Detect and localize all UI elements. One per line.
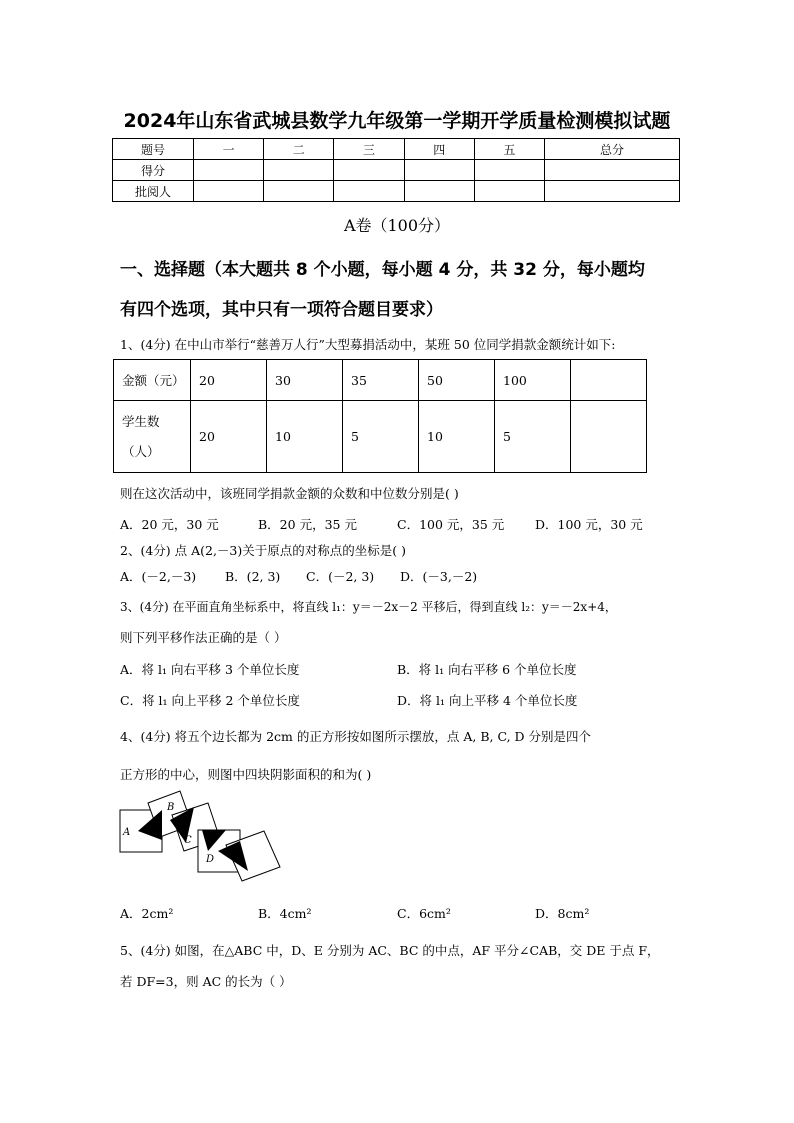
- score-input-cell[interactable]: [334, 181, 404, 202]
- score-table: [112, 138, 680, 202]
- score-input-cell[interactable]: [404, 160, 474, 181]
- option-b[interactable]: B．将 l₁ 向右平移 6 个单位长度: [397, 662, 577, 677]
- option-b[interactable]: B．(2, 3): [225, 569, 281, 584]
- q3-stem-2: 则下列平移作法正确的是（ ）: [120, 630, 287, 645]
- q5-stem-2: 若 DF=3，则 AC 的长为（ ）: [120, 974, 292, 989]
- table-cell: 一: [194, 139, 264, 160]
- option-b[interactable]: B．4cm²: [258, 906, 312, 921]
- q4-stem: 4、(4分) 将五个边长都为 2cm 的正方形按如图所示摆放，点 A, B, C, D 分别是四个: [120, 729, 592, 744]
- q1-question: 则在这次活动中，该班同学捐款金额的众数和中位数分别是( ): [120, 486, 459, 501]
- option-c[interactable]: C．将 l₁ 向上平移 2 个单位长度: [120, 693, 300, 708]
- score-input-cell[interactable]: [545, 181, 680, 202]
- option-b[interactable]: B．20 元，35 元: [258, 517, 357, 532]
- row-label-line: 学生数: [122, 413, 160, 429]
- option-a[interactable]: A．20 元，30 元: [120, 517, 219, 532]
- row-label-line: （人）: [122, 443, 160, 459]
- paper-section-label: A卷（100分）: [343, 216, 451, 235]
- section-heading-line1: 一、选择题（本大题共 8 个小题，每小题 4 分，共 32 分，每小题均: [120, 260, 645, 280]
- table-cell: 35: [343, 360, 419, 401]
- score-input-cell[interactable]: [474, 181, 544, 202]
- table-row: [113, 181, 680, 202]
- table-cell: 得分: [113, 160, 194, 181]
- option-d[interactable]: D．(－3,－2): [400, 569, 478, 584]
- table-row: [113, 160, 680, 181]
- table-cell: 金额（元）: [114, 360, 191, 401]
- option-a[interactable]: A．将 l₁ 向右平移 3 个单位长度: [120, 662, 300, 677]
- table-cell: 20: [191, 401, 267, 473]
- table-cell: 5: [343, 401, 419, 473]
- exam-title: 2024年山东省武城县数学九年级第一学期开学质量检测模拟试题: [123, 110, 671, 132]
- table-cell: 50: [419, 360, 495, 401]
- q3-stem: 3、(4分) 在平面直角坐标系中，将直线 l₁：y＝－2x－2 平移后，得到直线 l₂：y＝－2x+4，: [120, 600, 617, 614]
- table-cell: 题号: [113, 139, 194, 160]
- q5-stem: 5、(4分) 如图，在△ABC 中，D、E 分别为 AC、BC 的中点，AF 平分∠CAB，交 DE 于点 F，: [120, 943, 660, 958]
- q1-stem: 1、(4分) 在中山市举行“慈善万人行”大型募捐活动中，某班 50 位同学捐款金额统计如下:: [120, 337, 616, 352]
- point-label-b: B: [167, 802, 175, 813]
- table-cell: 四: [404, 139, 474, 160]
- point-label-a: A: [123, 827, 131, 838]
- table-cell: 五: [474, 139, 544, 160]
- score-input-cell[interactable]: [474, 160, 544, 181]
- table-cell: 30: [267, 360, 343, 401]
- q2-stem: 2、(4分) 点 A(2,－3)关于原点的对称点的坐标是( ): [120, 543, 406, 558]
- q4-stem-2: 正方形的中心，则图中四块阴影面积的和为( ): [120, 767, 372, 782]
- option-d[interactable]: D．100 元，30 元: [535, 517, 643, 532]
- table-cell: 二: [264, 139, 334, 160]
- score-input-cell[interactable]: [545, 160, 680, 181]
- table-cell: [571, 360, 647, 401]
- table-cell: 三: [334, 139, 404, 160]
- section-heading-line2: 有四个选项，其中只有一项符合题目要求）: [120, 300, 443, 320]
- score-input-cell[interactable]: [194, 181, 264, 202]
- score-input-cell[interactable]: [334, 160, 404, 181]
- option-a[interactable]: A．2cm²: [120, 906, 174, 921]
- point-label-c: C: [184, 835, 192, 846]
- option-a[interactable]: A．(－2,－3): [120, 569, 197, 584]
- option-d[interactable]: D．8cm²: [535, 906, 590, 921]
- point-label-d: D: [206, 854, 215, 865]
- table-cell: 10: [267, 401, 343, 473]
- option-c[interactable]: C．6cm²: [397, 906, 451, 921]
- table-cell: 100: [495, 360, 571, 401]
- table-cell: 20: [191, 360, 267, 401]
- table-row: [114, 360, 647, 401]
- table-row: [114, 401, 647, 473]
- table-cell: 总分: [545, 139, 680, 160]
- table-cell: 10: [419, 401, 495, 473]
- table-cell: 批阅人: [113, 181, 194, 202]
- option-d[interactable]: D．将 l₁ 向上平移 4 个单位长度: [397, 693, 578, 708]
- table-cell: [114, 401, 191, 473]
- table-cell: 5: [495, 401, 571, 473]
- option-c[interactable]: C．(－2, 3): [306, 569, 375, 584]
- score-input-cell[interactable]: [404, 181, 474, 202]
- score-input-cell[interactable]: [264, 160, 334, 181]
- q1-donation-table: [113, 359, 647, 473]
- table-row: [113, 139, 680, 160]
- score-input-cell[interactable]: [194, 160, 264, 181]
- option-c[interactable]: C．100 元，35 元: [397, 517, 505, 532]
- q4-squares-figure: [110, 785, 290, 885]
- table-cell: [571, 401, 647, 473]
- score-input-cell[interactable]: [264, 181, 334, 202]
